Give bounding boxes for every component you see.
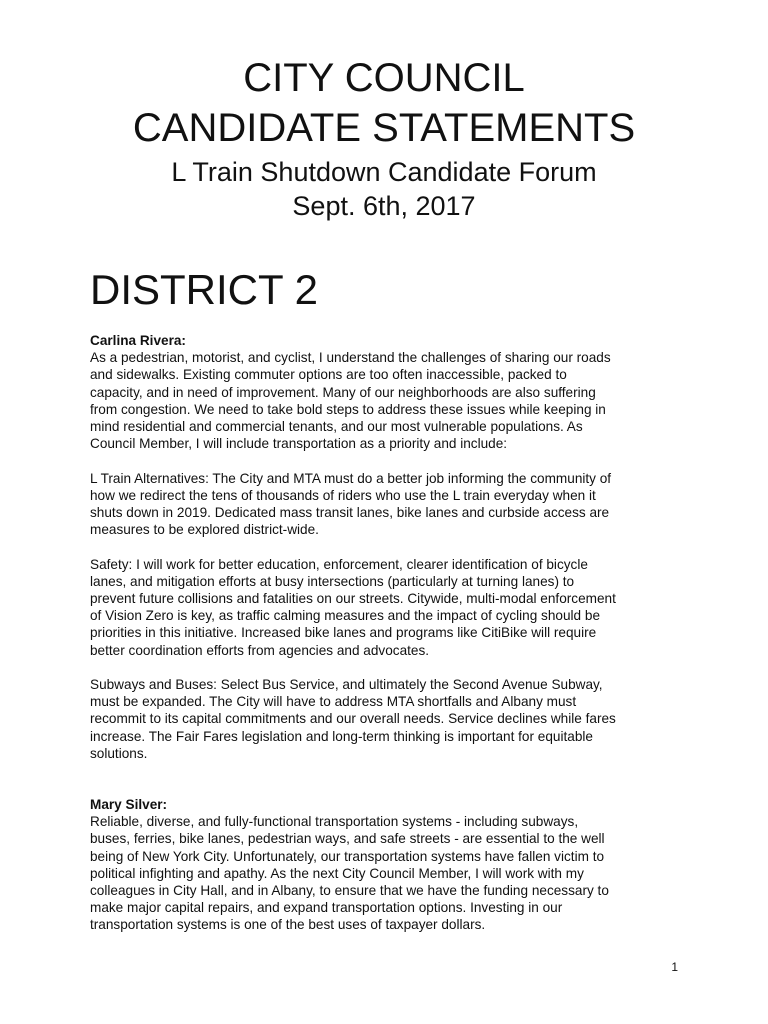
page-number: 1 [671,960,678,974]
statement-line: better coordination efforts from agencies and advocates. [90,642,430,658]
statement-line: how we redirect the tens of thousands of riders who use the L train everyday when it [90,487,596,503]
statement-line: shuts down in 2019. Dedicated mass transit lanes, bike lanes and curbside access are [90,505,610,521]
statement-line: L Train Alternatives: The City and MTA must do a better job informing the community of [90,470,612,486]
statement-line: buses, ferries, bike lanes, pedestrian ways, and safe streets - are essential to the well [90,831,605,847]
section-gap [90,762,690,796]
statement-line: lanes, and mitigation efforts at busy intersections (particularly at turning lanes) to [90,573,575,589]
statement-line: Safety: I will work for better education, enforcement, clearer identification of bicycle [90,556,588,572]
district-heading: DISTRICT 2 [90,266,318,313]
statement-line: of Vision Zero is key, as traffic calming measures and the impact of cycling should be [90,608,601,624]
statement-line: and sidewalks. Existing commuter options are too often inaccessible, packed to [90,367,567,383]
statement-line: political infighting and apathy. As the next City Council Member, I will work with my [90,865,584,881]
statement-line: must be expanded. The City will have to address MTA shortfalls and Albany must [90,694,577,710]
title-line-1: CITY COUNCIL [243,56,525,100]
candidate-name: Mary Silver: [90,797,168,813]
statements-body [90,332,690,934]
candidate-name: Carlina Rivera: [90,333,186,348]
statement-line: colleagues in City Hall, and in Albany, to ensure that we have the funding necessary to [90,883,609,899]
statement-line: Reliable, diverse, and fully-functional transportation systems - including subways, [90,814,579,830]
document-subtitle [0,155,768,223]
statement-line: increase. The Fair Fares legislation and long-term thinking is important for equitable [90,728,593,744]
statement-line: Subways and Buses: Select Bus Service, and ultimately the Second Avenue Subway, [90,677,603,693]
statement-line: Council Member, I will include transportation as a priority and include: [90,436,508,452]
statement-line: capacity, and in need of improvement. Many of our neighborhoods are also suffering [90,384,596,400]
statement-line: recommit to its capital commitments and our overall needs. Service declines while fares [90,711,616,727]
statement-line: priorities in this initiative. Increased bike lanes and programs like CitiBike will require [90,625,597,641]
title-line-2: CANDIDATE STATEMENTS [132,106,636,150]
statement-line: prevent future collisions and fatalities on our streets. Citywide, multi-modal enforcement [90,591,616,607]
paragraph-gap [90,538,690,555]
statement-line: from congestion. We need to take bold steps to address these issues while keeping in [90,401,606,417]
statement-line: transportation systems is one of the best uses of taxpayer dollars. [90,917,486,933]
statement-line: As a pedestrian, motorist, and cyclist, I understand the challenges of sharing our roads [90,350,611,366]
paragraph-gap [90,659,690,676]
statement-line: mind residential and commercial tenants, and our most vulnerable populations. As [90,419,583,435]
statement-line: measures to be explored district-wide. [90,522,319,538]
paragraph-gap [90,452,690,469]
statement-line: make major capital repairs, and expand transportation options. Investing in our [90,900,563,916]
document-title [0,53,768,153]
statement-line: solutions. [90,745,148,761]
subtitle-line-2: Sept. 6th, 2017 [292,191,476,221]
statement-line: being of New York City. Unfortunately, our transportation systems have fallen victim to [90,848,605,864]
subtitle-line-1: L Train Shutdown Candidate Forum [171,157,597,187]
